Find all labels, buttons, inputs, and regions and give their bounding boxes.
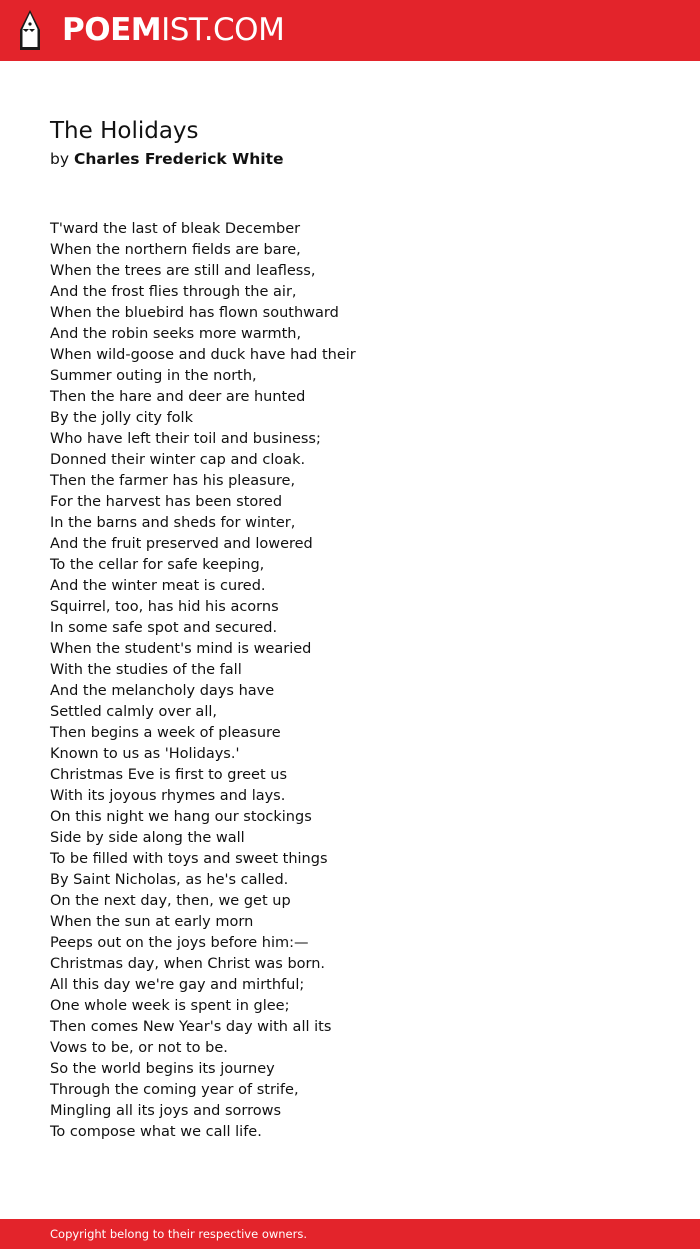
poem-line: When the sun at early morn [50, 914, 254, 930]
top-bar [0, 0, 700, 61]
poem-line: Through the coming year of strife, [50, 1082, 299, 1098]
poem-line: Summer outing in the north, [50, 368, 257, 384]
brand-name-bold: POEM [62, 12, 162, 48]
poem-line: T'ward the last of bleak December [50, 221, 301, 237]
poem-line: And the melancholy days have [50, 683, 275, 699]
poem-title: The Holidays [50, 118, 199, 144]
poem-line: Then begins a week of pleasure [50, 725, 281, 741]
poem-line: In some safe spot and secured. [50, 620, 278, 636]
poem-line: Then the hare and deer are hunted [50, 389, 306, 405]
poem-line: Mingling all its joys and sorrows [50, 1103, 282, 1119]
poem-line: One whole week is spent in glee; [50, 998, 290, 1014]
poem-line: When the student's mind is wearied [50, 641, 312, 657]
poem-line: Peeps out on the joys before him:— [50, 935, 309, 951]
poem-line: Side by side along the wall [50, 830, 245, 846]
poem-line: When the trees are still and leafless, [50, 263, 316, 279]
brand-name-light: IST.COM [161, 12, 285, 48]
poem-line: So the world begins its journey [50, 1061, 275, 1077]
poem-body [50, 219, 356, 1143]
poem-line: By the jolly city folk [50, 410, 193, 426]
poem-line: All this day we're gay and mirthful; [50, 977, 305, 993]
site-logo-link[interactable] [62, 12, 284, 48]
byline [50, 149, 284, 169]
poem-line: To the cellar for safe keeping, [50, 557, 265, 573]
poem-line: With its joyous rhymes and lays. [50, 788, 286, 804]
poem-line: And the robin seeks more warmth, [50, 326, 302, 342]
poem-line: With the studies of the fall [50, 662, 242, 678]
poem-line: And the fruit preserved and lowered [50, 536, 313, 552]
byline-prefix: by [50, 150, 70, 168]
poem-line: For the harvest has been stored [50, 494, 283, 510]
poem-line: On this night we hang our stockings [50, 809, 312, 825]
poem-line: To compose what we call life. [50, 1124, 262, 1140]
poem-line: And the frost flies through the air, [50, 284, 297, 300]
poem-line: Known to us as 'Holidays.' [50, 746, 240, 762]
footer [0, 1219, 700, 1249]
poem-line: Squirrel, too, has hid his acorns [50, 599, 279, 615]
poem-line: Settled calmly over all, [50, 704, 217, 720]
poem-line: Then comes New Year's day with all its [50, 1019, 332, 1035]
poem-line: Donned their winter cap and cloak. [50, 452, 306, 468]
poem-line: Then the farmer has his pleasure, [50, 473, 296, 489]
poem-line: In the barns and sheds for winter, [50, 515, 296, 531]
poem-line: When wild-goose and duck have had their [50, 347, 356, 363]
copyright-text: Copyright belong to their respective owners. [50, 1227, 308, 1241]
poem-line: Christmas day, when Christ was born. [50, 956, 326, 972]
poem-line: When the northern fields are bare, [50, 242, 301, 258]
pen-nib-icon [18, 10, 42, 52]
poem-line: When the bluebird has flown southward [50, 305, 339, 321]
author-name: Charles Frederick White [73, 150, 284, 168]
poem-line: By Saint Nicholas, as he's called. [50, 872, 289, 888]
poem-line: Christmas Eve is first to greet us [50, 767, 288, 783]
poem-line: Who have left their toil and business; [50, 431, 321, 447]
poem-line: To be filled with toys and sweet things [50, 851, 328, 867]
poem-line: On the next day, then, we get up [50, 893, 291, 909]
poem-line: And the winter meat is cured. [50, 578, 266, 594]
poem-line: Vows to be, or not to be. [50, 1040, 228, 1056]
